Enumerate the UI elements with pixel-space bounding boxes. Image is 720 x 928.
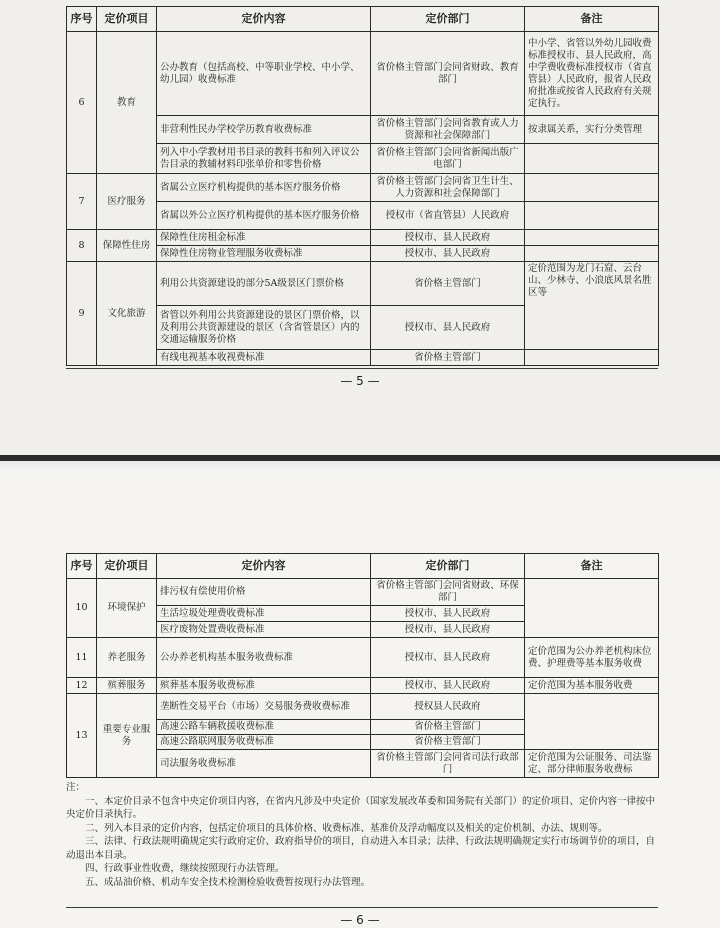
- footer-rule: [66, 368, 658, 369]
- pricing-department: 授权市、县人民政府: [371, 678, 525, 694]
- pricing-content: 有线电视基本收视费标准: [157, 350, 371, 366]
- note-item: 一、本定价目录不包含中央定价项目内容，在省内凡涉及中央定价（国家发展改革委和国务院有关部门）的定价项目、定价内容一律按中央定价目录执行。: [66, 795, 656, 820]
- pricing-department: 授权市（省直管县）人民政府: [371, 202, 525, 230]
- serial-number: 9: [67, 262, 97, 366]
- header-serial: 序号: [67, 554, 97, 579]
- pricing-item: 文化旅游: [97, 262, 157, 366]
- serial-number: 7: [67, 174, 97, 230]
- pricing-item: 养老服务: [97, 638, 157, 678]
- pricing-content: 省属以外公立医疗机构提供的基本医疗服务价格: [157, 202, 371, 230]
- pricing-item: 医疗服务: [97, 174, 157, 230]
- header-item: 定价项目: [97, 7, 157, 32]
- pricing-department: 授权市、县人民政府: [371, 606, 525, 622]
- pricing-content: 保障性住房租金标准: [157, 230, 371, 246]
- pricing-content: 省属公立医疗机构提供的基本医疗服务价格: [157, 174, 371, 202]
- table-row: [67, 230, 659, 246]
- notes-title: 注：: [66, 782, 86, 793]
- note-item: 三、法律、行政法规明确规定实行政府定价、政府指导价的项目，自动进入本目录；法律、行政法规明确规定实行市场调节价的项目，自动退出本目录。: [66, 836, 656, 861]
- pricing-content: 生活垃圾处理费收费标准: [157, 606, 371, 622]
- pricing-content: 列入中小学教材用书目录的教科书和列入评议公告目录的教辅材料印张单价和零售价格: [157, 144, 371, 174]
- remark: [525, 246, 659, 262]
- pricing-department: 授权市、县人民政府: [371, 622, 525, 638]
- pricing-department: 省价格主管部门会同省司法行政部门: [371, 750, 525, 778]
- page-separator: [0, 455, 720, 473]
- serial-number: 6: [67, 32, 97, 174]
- table-row: [67, 579, 659, 606]
- pricing-department: 省价格主管部门会同省财政、教育部门: [371, 32, 525, 116]
- table-row: [67, 678, 659, 694]
- remark: 定价范围为龙门石窟、云台山、少林寺、小浪底风景名胜区等: [525, 262, 659, 350]
- remark: [525, 202, 659, 230]
- remark: [525, 694, 659, 750]
- pricing-content: 利用公共资源建设的部分5A级景区门票价格: [157, 262, 371, 306]
- pricing-table-page5: [66, 6, 659, 366]
- pricing-department: 省价格主管部门: [371, 350, 525, 366]
- serial-number: 12: [67, 678, 97, 694]
- pricing-content: 高速公路车辆救援收费标准: [157, 720, 371, 735]
- remark: [525, 144, 659, 174]
- pricing-item: 环境保护: [97, 579, 157, 638]
- remark: 按隶属关系，实行分类管理: [525, 116, 659, 144]
- header-department: 定价部门: [371, 7, 525, 32]
- document-page-5: [0, 0, 720, 455]
- table-row: [67, 694, 659, 720]
- pricing-content: 排污权有偿使用价格: [157, 579, 371, 606]
- serial-number: 10: [67, 579, 97, 638]
- header-content: 定价内容: [157, 7, 371, 32]
- table-header-row: [67, 554, 659, 579]
- pricing-item: 重要专业服务: [97, 694, 157, 778]
- pricing-content: 省管以外利用公共资源建设的景区门票价格，以及利用公共资源建设的景区（含省管景区）内的交通运输服务价格: [157, 306, 371, 350]
- pricing-content: 非营利性民办学校学历教育收费标准: [157, 116, 371, 144]
- remark: 定价范围为公证服务、司法鉴定、部分律师服务收费标: [525, 750, 659, 778]
- pricing-department: 省价格主管部门: [371, 735, 525, 750]
- header-content: 定价内容: [157, 554, 371, 579]
- serial-number: 13: [67, 694, 97, 778]
- note-item: 五、成品油价格、机动车安全技术检测检验收费暂按现行办法管理。: [85, 876, 371, 888]
- pricing-content: 保障性住房物业管理服务收费标准: [157, 246, 371, 262]
- pricing-content: 公办养老机构基本服务收费标准: [157, 638, 371, 678]
- pricing-item: 教育: [97, 32, 157, 174]
- notes-section: [66, 781, 658, 889]
- remark: 中小学、省管以外幼儿园收费标准授权市、县人民政府，高中学费收费标准授权市（省直管县）人民政府，报省人民政府批准或按省人民政府有关规定执行。: [525, 32, 659, 116]
- pricing-item: 保障性住房: [97, 230, 157, 262]
- pricing-table-page6: [66, 553, 659, 778]
- pricing-content: 垄断性交易平台（市场）交易服务费收费标准: [157, 694, 371, 720]
- pricing-content: 高速公路联网服务收费标准: [157, 735, 371, 750]
- note-item: 二、列入本目录的定价内容，包括定价项目的具体价格、收费标准、基准价及浮动幅度以及相关的定价机制、办法、规则等。: [85, 822, 608, 834]
- table-row: [67, 32, 659, 116]
- header-remark: 备注: [525, 7, 659, 32]
- table-row: [67, 262, 659, 306]
- pricing-department: 省价格主管部门: [371, 262, 525, 306]
- footer-rule: [66, 907, 658, 908]
- note-item: 四、行政事业性收费，继续按照现行办法管理。: [85, 863, 285, 874]
- page-number: — 6 —: [340, 913, 380, 927]
- table-header-row: [67, 7, 659, 32]
- pricing-department: 省价格主管部门会同省新闻出版广电部门: [371, 144, 525, 174]
- pricing-department: 省价格主管部门: [371, 720, 525, 735]
- pricing-department: 省价格主管部门会同省卫生计生、人力资源和社会保障部门: [371, 174, 525, 202]
- page-number: — 5 —: [340, 374, 380, 388]
- pricing-department: 授权县人民政府: [371, 694, 525, 720]
- pricing-content: 殡葬基本服务收费标准: [157, 678, 371, 694]
- remark: [525, 579, 659, 638]
- remark: [525, 230, 659, 246]
- remark: 定价范围为公办养老机构床位费、护理费等基本服务收费: [525, 638, 659, 678]
- document-page-6: [0, 473, 720, 928]
- remark: [525, 350, 659, 366]
- pricing-department: 省价格主管部门会同省教育或人力资源和社会保障部门: [371, 116, 525, 144]
- table-row: [67, 174, 659, 202]
- pricing-department: 授权市、县人民政府: [371, 638, 525, 678]
- pricing-department: 授权市、县人民政府: [371, 230, 525, 246]
- pricing-department: 省价格主管部门会同省财政、环保部门: [371, 579, 525, 606]
- header-remark: 备注: [525, 554, 659, 579]
- pricing-content: 公办教育（包括高校、中等职业学校、中小学、幼儿园）收费标准: [157, 32, 371, 116]
- header-item: 定价项目: [97, 554, 157, 579]
- pricing-item: 殡葬服务: [97, 678, 157, 694]
- pricing-department: 授权市、县人民政府: [371, 306, 525, 350]
- pricing-content: 医疗废物处置费收费标准: [157, 622, 371, 638]
- header-serial: 序号: [67, 7, 97, 32]
- header-department: 定价部门: [371, 554, 525, 579]
- pricing-department: 授权市、县人民政府: [371, 246, 525, 262]
- serial-number: 11: [67, 638, 97, 678]
- pricing-content: 司法服务收费标准: [157, 750, 371, 778]
- serial-number: 8: [67, 230, 97, 262]
- table-row: [67, 638, 659, 678]
- remark: 定价范围为基本服务收费: [525, 678, 659, 694]
- remark: [525, 174, 659, 202]
